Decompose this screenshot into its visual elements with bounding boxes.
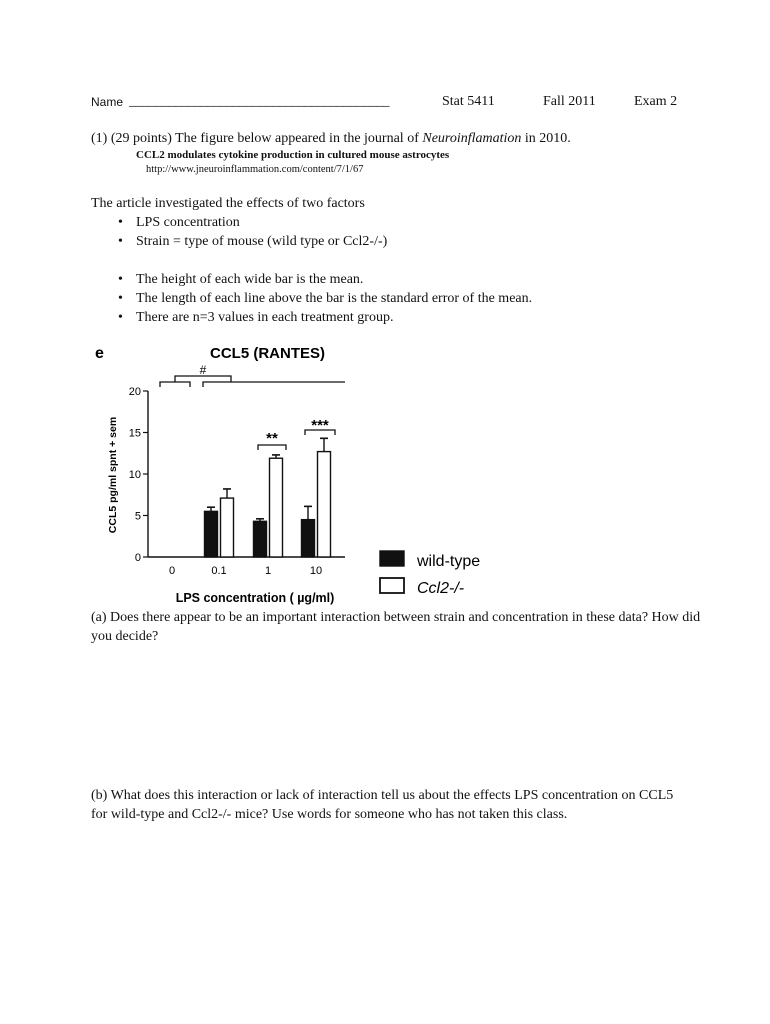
legend-swatch-ccl2 (380, 578, 404, 593)
x-tick-label: 1 (264, 565, 272, 577)
legend-swatch-wild-type (380, 551, 404, 566)
y-tick-label: 5 (134, 510, 141, 523)
exam-label: Exam 2 (634, 94, 678, 109)
y-tick-label: 20 (128, 386, 141, 398)
bar (205, 511, 218, 557)
factor-item: • LPS concentration (91, 213, 387, 232)
note-item: • There are n=3 values in each treatment group. (91, 308, 532, 327)
part-a-question: (a) Does there appear to be an important interaction between strain and concentration in these data? How did you decide? (91, 610, 701, 644)
name-line: ________________________________________ (129, 94, 389, 109)
article-url: http://www.jneuroinflammation.com/content/7/1/67 (146, 164, 364, 175)
journal-name: Neuroinflamation (422, 131, 522, 146)
bar (221, 498, 234, 557)
y-axis-label: CCL5 pg/ml spnt + sem (107, 416, 119, 534)
triple-star-marker: *** (311, 417, 329, 434)
x-axis-label: LPS concentration ( µg/ml) (175, 591, 335, 605)
legend-label-wild-type: wild-type (417, 553, 481, 570)
course-label: Stat 5411 (442, 94, 495, 109)
x-tick-label: 0 (168, 565, 176, 577)
bar (302, 520, 315, 557)
y-tick-label: 10 (128, 469, 141, 481)
factors-intro: The article investigated the effects of two factors (91, 196, 365, 211)
double-star-marker: ** (266, 430, 278, 447)
bar (270, 458, 283, 557)
hash-marker: # (199, 363, 207, 377)
bracket-treated (203, 382, 345, 387)
y-tick-label: 15 (128, 427, 141, 440)
significance-markers (160, 363, 345, 450)
bracket-control (160, 382, 190, 387)
part-b-question: (b) What does this interaction or lack of interaction tell us about the effects LPS concentration on CCL5 for wild-type and Ccl2-/- mice? Use words for someone who has not taken this class. (91, 788, 674, 822)
term-label: Fall 2011 (543, 94, 596, 109)
note-item: • The length of each line above the bar is the standard error of the mean. (91, 289, 532, 308)
x-tick-label: 0.1 (211, 565, 227, 577)
factor-item: • Strain = type of mouse (wild type or Ccl2-/-) (91, 232, 387, 251)
panel-label: e (95, 345, 104, 362)
x-tick-label: 10 (309, 565, 323, 577)
y-tick-label: 0 (134, 552, 141, 564)
bar (318, 452, 331, 557)
name-label: Name (91, 95, 124, 109)
question-intro-pre: (1) (29 points) The figure below appeared in the journal of (91, 131, 423, 146)
legend-label-ccl2: Ccl2-/- (417, 580, 465, 597)
note-item: • The height of each wide bar is the mean. (91, 270, 532, 289)
bar (254, 521, 267, 557)
chart-legend (380, 551, 480, 597)
question-intro-post: in 2010. (521, 131, 571, 146)
article-title: CCL2 modulates cytokine production in cultured mouse astrocytes (136, 149, 450, 161)
chart-bars (205, 438, 331, 557)
chart-title: CCL5 (RANTES) (210, 345, 325, 362)
